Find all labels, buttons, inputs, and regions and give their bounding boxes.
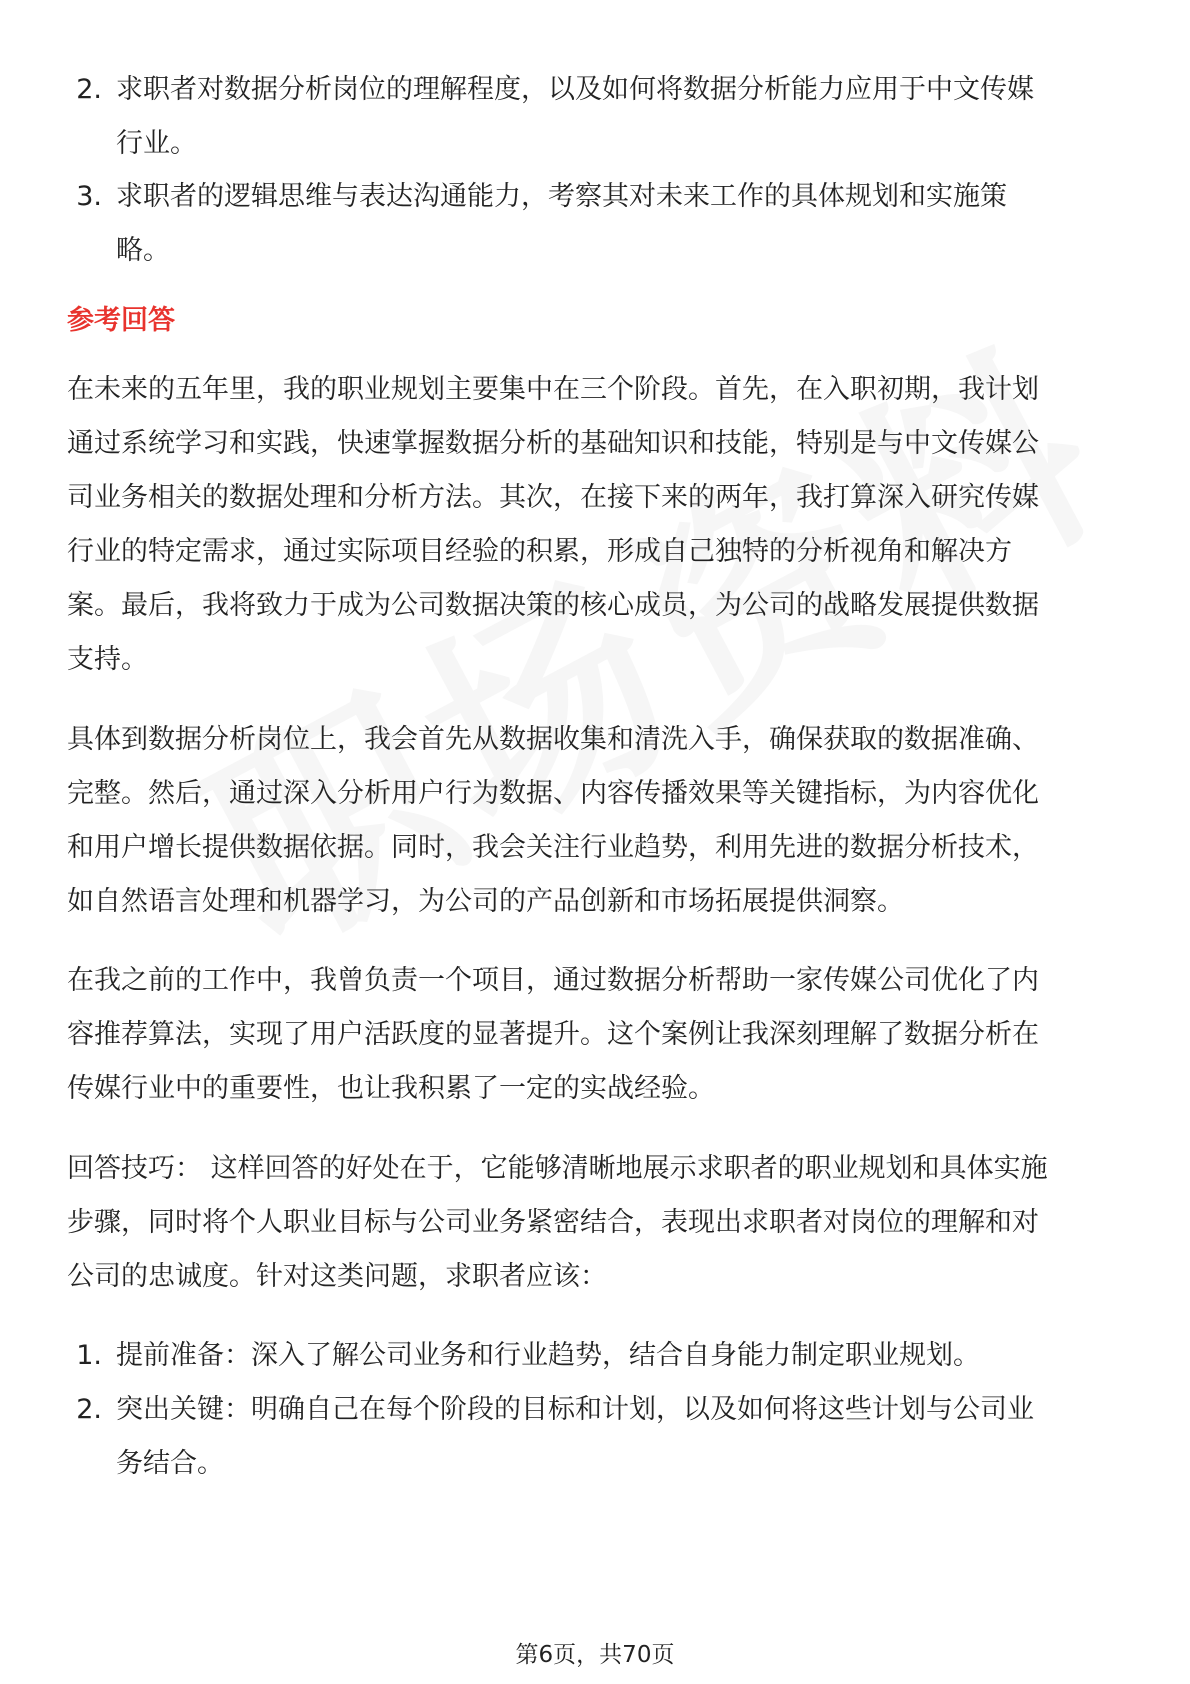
paragraph-line: 具体到数据分析岗位上，我会首先从数据收集和清洗入手，确保获取的数据准确、	[67, 724, 1039, 755]
paragraph-line: 回答技巧： 这样回答的好处在于，它能够清晰地展示求职者的职业规划和具体实施	[67, 1153, 1048, 1184]
list-item-line: 提前准备：深入了解公司业务和行业趋势，结合自身能力制定职业规划。	[116, 1340, 980, 1371]
list-item-line: 务结合。	[116, 1448, 224, 1479]
paragraph-line: 和用户增长提供数据依据。同时，我会关注行业趋势，利用先进的数据分析技术，	[67, 832, 1039, 863]
list-number: 2.	[76, 1394, 102, 1425]
list-number: 1.	[76, 1340, 102, 1371]
list-item-line: 求职者对数据分析岗位的理解程度，以及如何将数据分析能力应用于中文传媒	[116, 74, 1034, 105]
paragraph-line: 行业的特定需求，通过实际项目经验的积累，形成自己独特的分析视角和解决方	[67, 536, 1012, 567]
paragraph-line: 案。最后，我将致力于成为公司数据决策的核心成员，为公司的战略发展提供数据	[67, 590, 1039, 621]
paragraph-line: 司业务相关的数据处理和分析方法。其次，在接下来的两年，我打算深入研究传媒	[67, 482, 1039, 513]
paragraph-line: 在未来的五年里，我的职业规划主要集中在三个阶段。首先，在入职初期，我计划	[67, 374, 1039, 405]
paragraph-line: 通过系统学习和实践，快速掌握数据分析的基础知识和技能，特别是与中文传媒公	[67, 428, 1039, 459]
page-footer: 第6页，共70页	[515, 1642, 675, 1668]
list-item-line: 突出关键：明确自己在每个阶段的目标和计划，以及如何将这些计划与公司业	[116, 1394, 1034, 1425]
paragraph-line: 公司的忠诚度。针对这类问题，求职者应该：	[67, 1261, 607, 1292]
list-number: 3.	[76, 181, 102, 212]
list-item-line: 求职者的逻辑思维与表达沟通能力，考察其对未来工作的具体规划和实施策	[116, 181, 1007, 212]
paragraph-line: 完整。然后，通过深入分析用户行为数据、内容传播效果等关键指标，为内容优化	[67, 778, 1039, 809]
list-number: 2.	[76, 74, 102, 105]
paragraph-line: 步骤，同时将个人职业目标与公司业务紧密结合，表现出求职者对岗位的理解和对	[67, 1207, 1039, 1238]
paragraph-line: 容推荐算法，实现了用户活跃度的显著提升。这个案例让我深刻理解了数据分析在	[67, 1019, 1039, 1050]
paragraph-line: 支持。	[67, 644, 148, 675]
paragraph-line: 在我之前的工作中，我曾负责一个项目，通过数据分析帮助一家传媒公司优化了内	[67, 965, 1039, 996]
list-item-line: 行业。	[116, 128, 197, 159]
paragraph-line: 如自然语言处理和机器学习，为公司的产品创新和市场拓展提供洞察。	[67, 886, 904, 917]
paragraph-line: 传媒行业中的重要性，也让我积累了一定的实战经验。	[67, 1073, 715, 1104]
list-item-line: 略。	[116, 235, 170, 266]
section-heading: 参考回答	[67, 305, 175, 336]
